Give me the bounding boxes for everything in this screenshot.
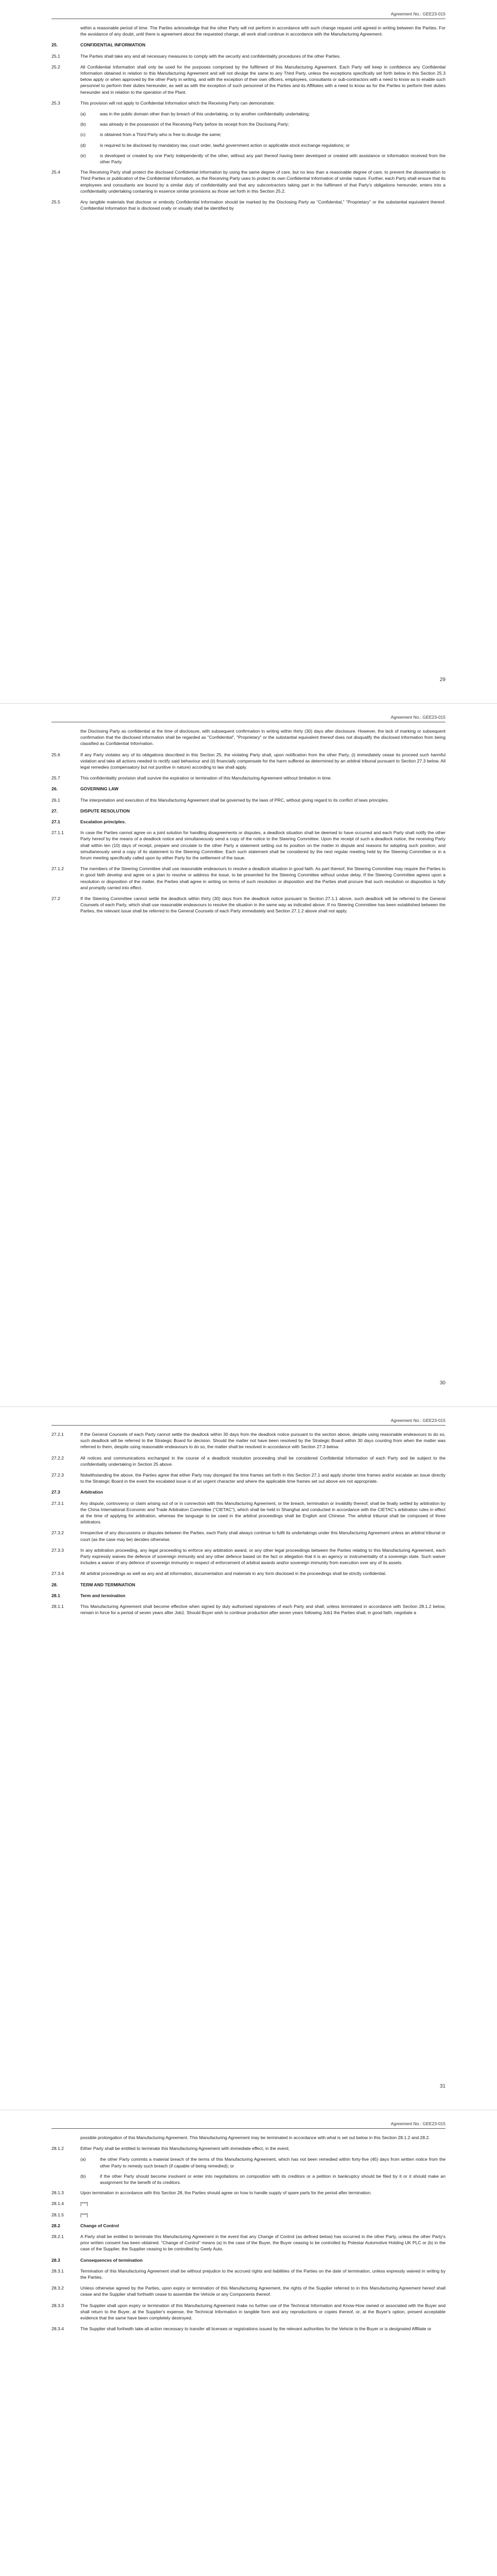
clause bbox=[52, 199, 445, 211]
clause-number: 28.1.2 bbox=[52, 2146, 64, 2151]
sub-clause bbox=[80, 152, 445, 165]
sub-clause-text: is obtained from a Third Party who is free to divulge the same; bbox=[100, 132, 221, 138]
clause-number: 28.3 bbox=[52, 2257, 60, 2263]
clause-number: 27.3.4 bbox=[52, 1571, 64, 1577]
heading-text: Escalation principles. bbox=[80, 819, 126, 825]
clause bbox=[52, 1530, 445, 1542]
sub-clause bbox=[80, 111, 445, 117]
clause-number: 25.2 bbox=[52, 64, 60, 70]
clause-text: A Party shall be entitled to terminate this Manufacturing Agreement in the event that any Change of Control (as defined below) has occurred in the other Party, unless the other Party's prior written consent has been obtained. "Change of Control" means (a) in the case of the Buyer, the Buyer ceasing to be controlled by Polestar Automotive Holding UK PLC or (b) in the case of the Supplier, the Supplier ceasing to be controlled by Geely Auto. bbox=[80, 2234, 445, 2252]
clause-text: All arbitral proceedings as well as any and all information, documentation and materials in any form disclosed in the proceedings shall be strictly confidential. bbox=[80, 1571, 387, 1577]
clause-number: 28.3.4 bbox=[52, 2326, 64, 2332]
document-page bbox=[0, 703, 497, 1406]
sub-clause-text: is required to be disclosed by mandatory law, court order, lawful government action or applicable stock exchange regulations; or bbox=[100, 142, 350, 148]
sub-clause-text: was already in the possession of the Receiving Party before its receipt from the Disclosing Party; bbox=[100, 122, 289, 127]
sub-clause bbox=[80, 142, 445, 148]
page-body bbox=[52, 2134, 445, 2336]
page-body bbox=[52, 728, 445, 919]
clause bbox=[52, 169, 445, 194]
heading-text: Term and termination bbox=[80, 1592, 126, 1598]
clause-number: 25.7 bbox=[52, 775, 60, 781]
agreement-number-header: Agreement No.: GEE23-015 bbox=[390, 1418, 445, 1423]
continued-paragraph: possible prolongation of this Manufacturing Agreement. This Manufacturing Agreement may be terminated in accordance with what is set out below in this Section 28.1.2 and 28.2. bbox=[80, 2135, 430, 2140]
heading-text: Consequences of termination bbox=[80, 2257, 143, 2263]
clause-text: The interpretation and execution of this Manufacturing Agreement shall be governed by the laws of PRC, without giving regard to its conflict of laws principles. bbox=[80, 797, 389, 803]
clause bbox=[52, 1570, 445, 1577]
clause-text: Either Party shall be entitled to terminate this Manufacturing Agreement with immediate effect, in the event; bbox=[80, 2146, 289, 2151]
clause-text: [***] bbox=[80, 2201, 88, 2207]
section-heading bbox=[52, 2257, 445, 2263]
clause bbox=[52, 2268, 445, 2280]
heading-text: CONFIDENTIAL INFORMATION bbox=[80, 42, 146, 48]
clause bbox=[52, 1472, 445, 1484]
clause-number: 27.2 bbox=[52, 896, 60, 902]
clause-number: 27.3 bbox=[52, 1489, 60, 1495]
clause-number: 25.5 bbox=[52, 199, 60, 205]
clause bbox=[52, 866, 445, 891]
page-separator bbox=[0, 703, 497, 704]
clause-text: If the Steering Committee cannot settle the deadlock within thirty (30) days from the deadlock notice pursuant to Section 27.1.1 above, such deadlock will be referred to the General Counsels of each Party, which shall use reasonable endeavours to resolve the situation in the same way as indicated above. If no Steering Committee has been established between the Parties, the relevant issue shall be referred to the General Counsels of each Party immediately and Section 27.1.2 above shall not apply. bbox=[80, 896, 445, 914]
header-rule bbox=[52, 2128, 445, 2129]
clause-number: 28.1.5 bbox=[52, 2212, 64, 2217]
clause-number: 27.2.3 bbox=[52, 1472, 64, 1478]
clause-text: Irrespective of any discussions or disputes between the Parties, each Party shall always continue to fulfil its undertakings under this Manufacturing Agreement unless an arbitral tribunal or court (as the case may be) decides otherwise. bbox=[80, 1530, 445, 1542]
clause-number: 25. bbox=[52, 42, 58, 48]
clause bbox=[52, 1500, 445, 1526]
clause-number: 26.1 bbox=[52, 797, 60, 803]
clause-number: 28.1.4 bbox=[52, 2201, 64, 2207]
clause-number: 28. bbox=[52, 1582, 58, 1587]
header-rule bbox=[52, 1425, 445, 1426]
clause-text: All Confidential Information shall only be used for the purposes comprised by the fulfilment of this Manufacturing Agreement. Each Party will keep in confidence any Confidential Information obtained in relation to this Manufacturing Agreement and will not divulge the same to any Third Party, unless the exceptions specifically set forth below in this Section 25.3 below apply or when approved by the other Party in writing, and with the exception of their own officers, employees, consultants or sub-contractors with a need to know as to enable such personnel to perform their duties hereunder, as well as with the exception of such personnel of the Parties and its Affiliates with a need to know as for the Parties to perform their duties hereunder and in relation to the operation of the Plant. bbox=[80, 64, 445, 95]
sub-clause-letter: (b) bbox=[80, 2173, 86, 2179]
clause-text: If the General Counsels of each Party cannot settle the deadlock within 30 days from the deadlock notice pursuant to the section above, despite using reasonable endeavours to do so, such deadlock will be referred to the Strategic Board for decision. Should the matter not have been resolved by the Strategic Board within 30 days counting from when the matter was referred to them, despite using reasonable endeavours to do so, the matter shall be resolved in accordance with Section 27.3 below. bbox=[80, 1432, 445, 1450]
continued-paragraph: the Disclosing Party as confidential at the time of disclosure, with subsequent confirmation in writing within thirty (30) days after disclosure. However, the lack of marking or subsequent confirmation that the disclosed information shall be regarded as "Confidential", "Proprietary" or the substantial equivalent thereof does not disqualify the disclosed information from being classified as Confidential Information. bbox=[80, 728, 445, 747]
clause-text: In case the Parties cannot agree on a joint solution for handling disagreements or disputes, a deadlock situation shall be deemed to have occurred and each Party shall notify the other Party hereof by the means of a deadlock notice and simultaneously send a copy of the notice to the Steering Committee. Upon the receipt of such a deadlock notice, the receiving Party shall within ten (10) days of receipt, prepare and circulate to the other Party a statement setting out its position on the matter in dispute and reasons for adopting such position, and simultaneously send a copy of its statement to the Steering Committee. Each such statement shall be considered by the next regular meeting held by the Steering Committee or in a forum meeting specifically called upon by either Party for the settlement of the issue. bbox=[80, 830, 445, 861]
clause bbox=[52, 2212, 445, 2218]
sub-clause-text: the other Party commits a material breach of the terms of this Manufacturing Agreement, which has not been remedied within forty-five (45) days from written notice from the other Party to remedy such breach (if capable of being remedied); or bbox=[100, 2157, 445, 2168]
clause-number: 27.1.2 bbox=[52, 866, 64, 872]
clause-text: In any arbitration proceeding, any legal proceeding to enforce any arbitration award, or any other legal proceedings between the Parties relating to this Manufacturing Agreement, each Party expressly waives the defence of sovereign immunity and any other defence based on the fact or allegation that it is an agency or instrumentality of a sovereign state. Such waiver includes a waiver of any defence of sovereign immunity in respect of enforcement of arbitral awards and/or sovereign immunity from execution over any of its assets. bbox=[80, 1547, 445, 1566]
clause bbox=[52, 2326, 445, 2332]
clause-number: 27.1 bbox=[52, 819, 60, 825]
document-page bbox=[0, 0, 497, 703]
clause bbox=[52, 829, 445, 861]
clause-number: 28.3.1 bbox=[52, 2268, 64, 2274]
clause-text: The Receiving Party shall protect the disclosed Confidential Information by using the same degree of care, but no less than a reasonable degree of care, to prevent the dissemination to Third Parties or publication of the Confidential Information, as the Receiving Party uses to protect its own Confidential Information of similar nature. Further, each Party shall ensure that its employees and consultants are bound by a similar duty of confidentiality and that any subcontractors taking part in the fulfilment of that Party's obligations hereunder, enters into a confidentiality undertaking containing in essence similar provisions as those set forth in this Section 25.2. bbox=[80, 170, 445, 194]
section-heading bbox=[52, 1489, 445, 1495]
clause-number: 27.2.2 bbox=[52, 1455, 64, 1461]
clause-number: 28.2.1 bbox=[52, 2234, 64, 2240]
clause bbox=[52, 797, 445, 803]
clause-number: 28.2 bbox=[52, 2223, 60, 2228]
clause-text: The members of the Steering Committee shall use reasonable endeavours to resolve a deadlock situation in good faith. As part thereof, the Steering Committee may require the Parties to in good faith develop and agree on a plan to resolve or address the issue, to be presented for the Steering Committee without undue delay. If the Steering Committee agrees upon a resolution or disposition of the matter, the Parties shall agree in writing on terms of such resolution or disposition and the Parties shall procure that such resolution or disposition is fully and promptly carried into effect. bbox=[80, 866, 445, 890]
section-heading bbox=[52, 819, 445, 825]
clause bbox=[52, 2285, 445, 2297]
clause-text: This confidentiality provision shall survive the expiration or termination of this Manufacturing Agreement without limitation in time. bbox=[80, 775, 332, 781]
clause-text: The Supplier shall forthwith take all action necessary to transfer all licenses or registrations issued by the relevant authorities for the Vehicle to the Buyer or is designated Affiliate or bbox=[80, 2326, 432, 2332]
page-number: 30 bbox=[439, 1380, 445, 1386]
agreement-number-header: Agreement No.: GEE23-015 bbox=[390, 2121, 445, 2126]
clause-text: The Parties shall take any and all necessary measures to comply with the security and confidentiality procedures of the other Parties. bbox=[80, 53, 341, 59]
page-number: 29 bbox=[439, 677, 445, 683]
sub-clause bbox=[80, 121, 445, 127]
heading-text: Arbitration bbox=[80, 1489, 103, 1495]
continued-paragraph: within a reasonable period of time. The Parties acknowledge that the other Party will not perform in accordance with such change request until agreed in writing between the Parties. For the avoidance of any doubt, until there is agreement about the requested change, all work shall continue in accordance with the Manufacturing Agreement. bbox=[80, 25, 445, 37]
heading-text: DISPUTE RESOLUTION bbox=[80, 808, 130, 814]
document-page bbox=[0, 2110, 497, 2576]
sub-clause bbox=[80, 2156, 445, 2168]
document-page bbox=[0, 1406, 497, 2110]
clause-text: Upon termination in accordance with this Section 28, the Parties should agree on how to handle supply of spare parts for the period after termination. bbox=[80, 2190, 372, 2196]
clause-number: 28.3.2 bbox=[52, 2285, 64, 2291]
clause bbox=[52, 752, 445, 771]
clause bbox=[52, 2145, 445, 2151]
clause-text: [***] bbox=[80, 2212, 88, 2217]
clause bbox=[52, 1603, 445, 1616]
clause bbox=[52, 775, 445, 781]
clause bbox=[52, 2190, 445, 2196]
heading-text: GOVERNING LAW bbox=[80, 786, 119, 792]
clause-number: 27. bbox=[52, 808, 58, 814]
clause-number: 27.3.1 bbox=[52, 1500, 64, 1506]
clause-number: 28.1.3 bbox=[52, 2190, 64, 2196]
sub-clause-letter: (e) bbox=[80, 152, 86, 158]
section-heading bbox=[52, 808, 445, 814]
clause-number: 25.4 bbox=[52, 170, 60, 175]
clause-number: 27.1.1 bbox=[52, 830, 64, 836]
agreement-number-header: Agreement No.: GEE23-015 bbox=[390, 11, 445, 16]
section-heading bbox=[52, 1582, 445, 1588]
sub-clause bbox=[80, 131, 445, 138]
clause bbox=[52, 1455, 445, 1467]
clause-text: This Manufacturing Agreement shall become effective when signed by duly authorised signatories of each Party and shall, unless terminated in accordance with Section 28.1.2 below, remain in force for a period of seven years after Job1. Should Buyer wish to continue production after seven years following Job1 the Parties shall, in good faith, negotiate a bbox=[80, 1604, 445, 1616]
sub-clause-text: was in the public domain other than by breach of this undertaking, or by another confidentiality undertaking; bbox=[100, 111, 310, 117]
page-body bbox=[52, 1431, 445, 1620]
clause-text: This provision will not apply to Confidential Information which the Receiving Party can demonstrate: bbox=[80, 100, 275, 106]
clause-number: 27.3.2 bbox=[52, 1530, 64, 1536]
clause-number: 28.1.1 bbox=[52, 1604, 64, 1609]
sub-clause-text: is developed or created by one Party independently of the other, without any part thereof having been developed or created with assistance or information received from the other Party. bbox=[100, 152, 445, 165]
page-number: 31 bbox=[439, 2083, 445, 2089]
clause-text: Termination of this Manufacturing Agreement shall be without prejudice to the accrued rights and liabilities of the Parties on the date of termination, unless expressly waived in writing by the Parties. bbox=[80, 2268, 445, 2280]
sub-clause-letter: (c) bbox=[80, 132, 86, 138]
clause-text: Notwithstanding the above, the Parties agree that either Party may disregard the time frames set forth in this Section 27.1 and apply shorter time frames and/or escalate an issue directly to the Strategic Board in the event the escalated issue is of an urgent character and where the applicable time frames set out above are not appropriate. bbox=[80, 1472, 445, 1484]
sub-clause-letter: (d) bbox=[80, 142, 86, 148]
clause-text: Any dispute, controversy or claim arising out of or in connection with this Manufacturing Agreement, or the breach, termination or invalidity thereof, shall be finally settled by arbitration by the China International Economic and Trade Arbitration Committee ("CIETAC"), which shall be held in Shanghai and conducted in accordance with the CIETAC's arbitration rules in effect at the time of applying for arbitration, whereas the language to be used in the arbitral proceedings shall be English and Chinese. The arbitral tribunal shall be composed of three arbitrators. bbox=[80, 1500, 445, 1525]
clause-number: 25.1 bbox=[52, 53, 60, 59]
heading-text: TERM AND TERMINATION bbox=[80, 1582, 135, 1587]
clause-number: 26. bbox=[52, 786, 58, 792]
clause-text: Unless otherwise agreed by the Parties, upon expiry or termination of this Manufacturing Agreement, the rights of the Supplier referred to in this Manufacturing Agreement hereof shall cease and the Supplier shall forthwith cease to assemble the Vehicle or any Components thereof. bbox=[80, 2285, 445, 2297]
clause bbox=[52, 895, 445, 914]
page-separator bbox=[0, 1406, 497, 1407]
section-heading bbox=[52, 1592, 445, 1599]
clause-number: 25.6 bbox=[52, 752, 60, 757]
clause bbox=[52, 2233, 445, 2252]
sub-clause-letter: (b) bbox=[80, 122, 86, 127]
clause bbox=[52, 100, 445, 106]
clause bbox=[52, 1547, 445, 1566]
clause-text: The Supplier shall upon expiry or termination of this Manufacturing Agreement make no further use of the Technical Information and Know-How owned or associated with the Buyer and shall return to the Buyer, at the Supplier's expense, the Technical Information in tangible form and any reproductions or copies thereof, or, at the Buyer's option, present acceptable evidence that the same have been completely destroyed. bbox=[80, 2302, 445, 2321]
agreement-number-header: Agreement No.: GEE23-015 bbox=[390, 715, 445, 720]
section-heading bbox=[52, 786, 445, 792]
sub-clause-text: if the other Party should become insolvent or enter into negotiations on composition with its creditors or a petition in bankruptcy should be filed by it or it should make an assignment for the benefit of its creditors. bbox=[100, 2173, 445, 2185]
clause-text: If any Party violates any of its obligations described in this Section 25, the violating Party shall, upon notification from the other Party, (i) immediately cease its proceed such harmful violation and take all actions needed to rectify said behaviour and (ii) financially compensate for the harm suffered as determined by an arbitral tribunal pursuant to Section 27.3 below. All legal remedies (compensatory but not punitive in nature) according to law shall apply. bbox=[80, 752, 445, 770]
sub-clause-letter: (a) bbox=[80, 111, 86, 117]
clause bbox=[52, 64, 445, 95]
clause-text: All notices and communications exchanged in the course of a deadlock resolution proceeding shall be considered Confidential Information of each Party and be subject to the confidentiality undertaking in Section 25 above. bbox=[80, 1455, 445, 1467]
sub-clause-letter: (a) bbox=[80, 2157, 86, 2162]
section-heading bbox=[52, 2223, 445, 2229]
clause-number: 28.1 bbox=[52, 1592, 60, 1598]
clause-number: 28.3.3 bbox=[52, 2302, 64, 2308]
clause bbox=[52, 1431, 445, 1450]
clause-text: Any tangible materials that disclose or embody Confidential Information should be marked by the Disclosing Party as "Confidential," "Proprietary" or the substantial equivalent thereof. Confidential Information that is disclosed orally or visually shall be identified by bbox=[80, 199, 445, 211]
section-heading bbox=[52, 42, 445, 48]
heading-text: Change of Control bbox=[80, 2223, 119, 2228]
clause bbox=[52, 2302, 445, 2321]
clause-number: 27.3.3 bbox=[52, 1547, 64, 1553]
clause bbox=[52, 2200, 445, 2207]
page-body bbox=[52, 25, 445, 216]
sub-clause bbox=[80, 2173, 445, 2185]
clause bbox=[52, 53, 445, 59]
clause-number: 27.2.1 bbox=[52, 1432, 64, 1437]
clause-number: 25.3 bbox=[52, 100, 60, 106]
